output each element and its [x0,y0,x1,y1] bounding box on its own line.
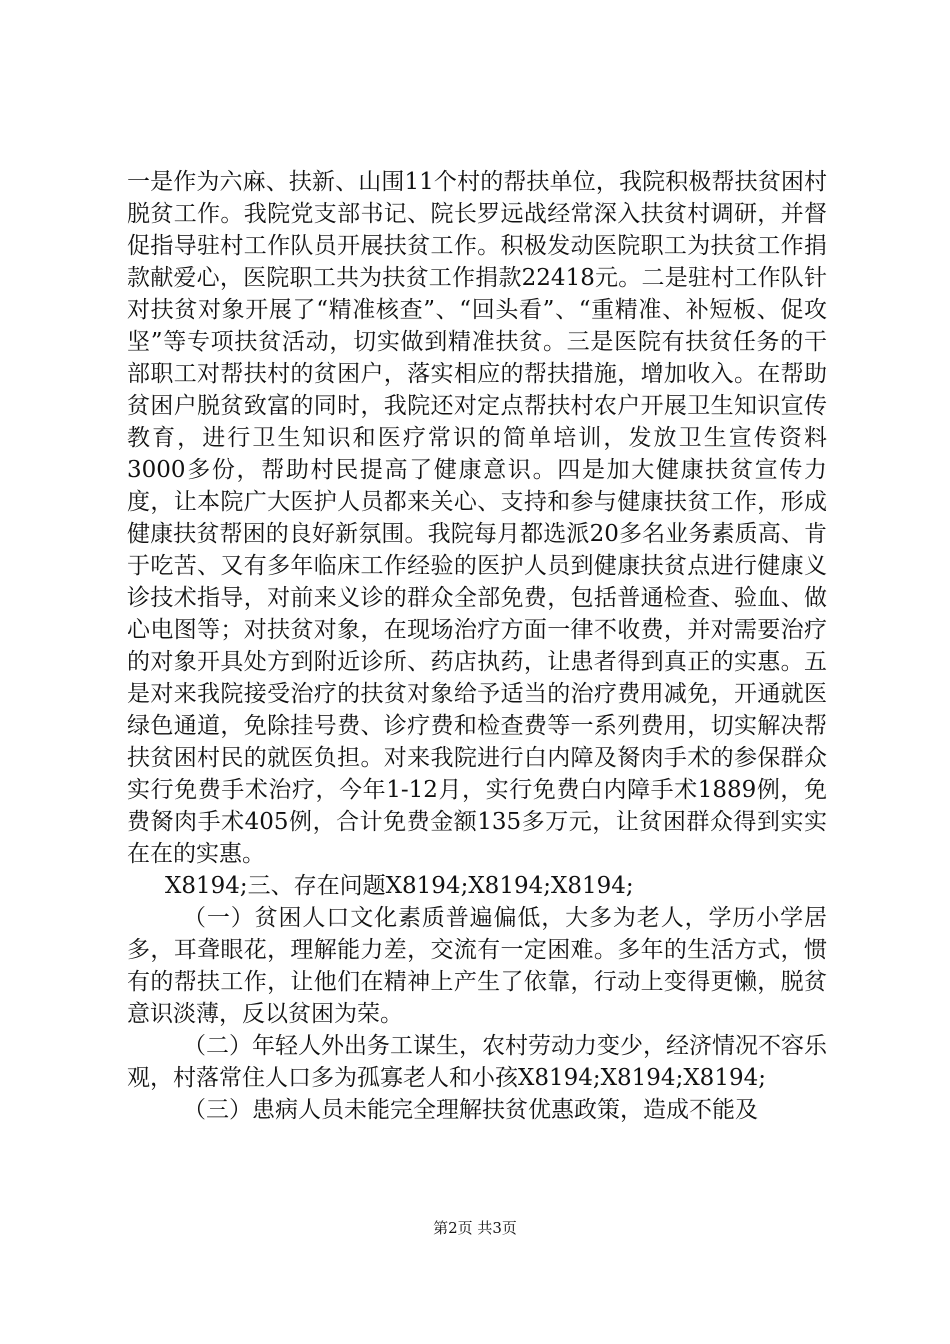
page-footer: 第2页 共3页 [433,1219,517,1237]
section-heading-problems: X8194;三、存在问题X8194;X8194;X8194; [165,873,634,899]
document-body [127,166,827,1126]
paragraph-problem-1: （一）贫困人口文化素质普遍偏低，大多为老人，学历小学居多，耳聋眼花，理解能力差，交流有一定困难。多年的生活方式，惯有的帮扶工作，让他们在精神上产生了依靠，行动上变得更懒，脱贫意识淡薄，反以贫困为荣。 [127,905,827,1027]
paragraph-problem-2: （二）年轻人外出务工谋生，农村劳动力变少，经济情况不容乐观，村落常住人口多为孤寡老人和小孩X8194;X8194;X8194; [127,1033,827,1091]
paragraph-problem-3: （三）患病人员未能完全理解扶贫优惠政策，造成不能及 [183,1097,758,1123]
paragraph-poverty-work: 一是作为六麻、扶新、山围11个村的帮扶单位，我院积极帮扶贫困村脱贫工作。我院党支部书记、院长罗远战经常深入扶贫村调研，并督促指导驻村工作队员开展扶贫工作。积极发动医院职工为扶贫工作捐款献爱心，医院职工共为扶贫工作捐款22418元。二是驻村工作队针对扶贫对象开展了“精准核查”、“回头看”、“重精准、补短板、促攻坚”等专项扶贫活动，切实做到精准扶贫。三是医院有扶贫任务的干部职工对帮扶村的贫困户，落实相应的帮扶措施，增加收入。在帮助贫困户脱贫致富的同时，我院还对定点帮扶村农户开展卫生知识宣传教育，进行卫生知识和医疗常识的简单培训，发放卫生宣传资料3000多份，帮助村民提高了健康意识。四是加大健康扶贫宣传力度，让本院广大医护人员都来关心、支持和参与健康扶贫工作，形成健康扶贫帮困的良好新氛围。我院每月都选派20多名业务素质高、肯于吃苦、又有多年临床工作经验的医护人员到健康扶贫点进行健康义诊技术指导，对前来义诊的群众全部免费，包括普通检查、验血、做心电图等；对扶贫对象，在现场治疗方面一律不收费，并对需要治疗的对象开具处方到附近诊所、药店执药，让患者得到真正的实惠。五是对来我院接受治疗的扶贫对象给予适当的治疗费用减免，开通就医绿色通道，免除挂号费、诊疗费和检查费等一系列费用，切实解决帮扶贫困村民的就医负担。对来我院进行白内障及胬肉手术的参保群众实行免费手术治疗，今年1-12月，实行免费白内障手术1889例，免费胬肉手术405例，合计免费金额135多万元，让贫困群众得到实实在在的实惠。 [127,169,827,867]
